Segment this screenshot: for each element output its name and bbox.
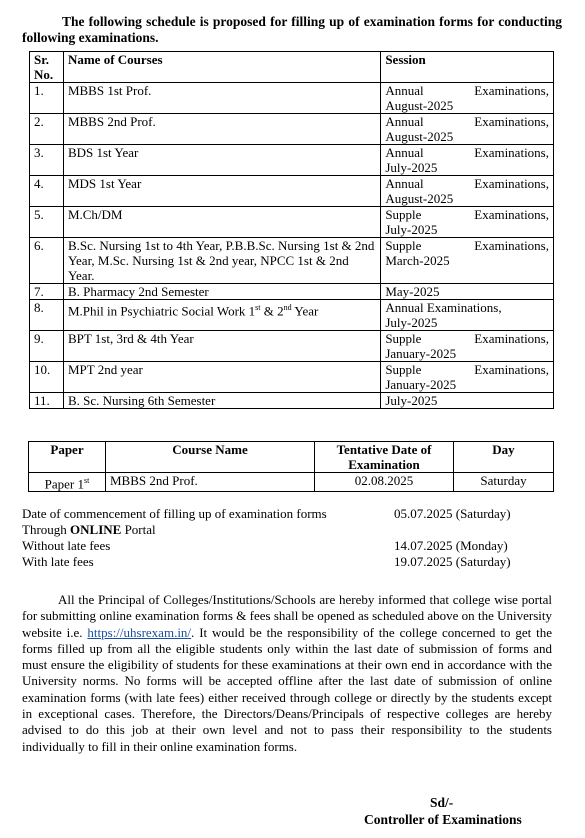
header-session: Session — [381, 52, 554, 83]
session-cell: Annual Examinations, August-2025 — [381, 83, 554, 114]
through-online-label: Through ONLINE Portal — [22, 522, 156, 537]
course-name-cell: MPT 2nd year — [63, 362, 380, 393]
session-cell: July-2025 — [381, 393, 554, 409]
sr-no-cell: 5. — [30, 207, 64, 238]
header-course-name: Name of Courses — [63, 52, 380, 83]
course-name-cell: MDS 1st Year — [63, 176, 380, 207]
header-day: Day — [454, 442, 554, 473]
header-sr-no: Sr. No. — [30, 52, 64, 83]
paper-cell: Paper 1st — [29, 473, 106, 492]
course-table-header — [30, 52, 554, 83]
schedule-dates — [22, 506, 562, 570]
signature-sd: Sd/- — [430, 795, 454, 810]
session-cell: Supple Examinations, March-2025 — [381, 238, 554, 284]
course-name-cell: B. Sc. Nursing 6th Semester — [63, 393, 380, 409]
paper-date-cell: 02.08.2025 — [315, 473, 454, 492]
intro-text: The following schedule is proposed for filling up of examination forms for conducting following examinations. — [22, 14, 562, 45]
session-cell: Annual Examinations, July-2025 — [381, 300, 554, 331]
course-table-body — [30, 83, 554, 409]
table-row — [30, 207, 554, 238]
sr-no-cell: 3. — [30, 145, 64, 176]
session-cell: Supple Examinations, January-2025 — [381, 362, 554, 393]
without-late-fees-label: Without late fees — [22, 538, 111, 553]
course-name-cell: BDS 1st Year — [63, 145, 380, 176]
course-name-cell: BPT 1st, 3rd & 4th Year — [63, 331, 380, 362]
table-row — [30, 83, 554, 114]
with-late-fees-label: With late fees — [22, 554, 94, 569]
sr-no-cell: 10. — [30, 362, 64, 393]
course-table — [29, 51, 554, 409]
session-cell: Annual Examinations, August-2025 — [381, 176, 554, 207]
table-row — [29, 473, 554, 492]
without-late-fees-value: 14.07.2025 (Monday) — [394, 538, 508, 553]
course-name-cell: M.Phil in Psychiatric Social Work 1st & 2nd Year — [63, 300, 380, 331]
sr-no-cell: 2. — [30, 114, 64, 145]
commencement-value: 05.07.2025 (Saturday) — [394, 506, 511, 521]
session-cell: Annual Examinations, July-2025 — [381, 145, 554, 176]
sr-no-cell: 4. — [30, 176, 64, 207]
course-name-cell: MBBS 1st Prof. — [63, 83, 380, 114]
header-tentative-date: Tentative Date of Examination — [315, 442, 454, 473]
university-website-link[interactable]: https://uhsrexam.in/ — [87, 624, 192, 640]
paper-table — [28, 441, 554, 492]
notice-paragraph: All the Principal of Colleges/Institutions/Schools are hereby informed that college wise portal for submitting online examination forms & fees shall be opened as scheduled above on the University website i.e. https://uhsrexam.in/. It would be the responsibility of the college concerned to get the forms filled up from all the eligible students only within the last date of submission of forms and must ensure the eligibility of students for these examinations at their own end in accordance with the University norms. No forms will be accepted offline after the last date of submission of online examination forms (with late fees) either received through college or directly by the students except in exceptional cases. Therefore, the Directors/Deans/Principals of respective colleges are hereby advised to do this job at their own level and not to pass their responsibility to the students individually to fill in their online examination forms. — [22, 592, 553, 754]
header-course: Course Name — [106, 442, 315, 473]
sr-no-cell: 1. — [30, 83, 64, 114]
sr-no-cell: 11. — [30, 393, 64, 409]
course-name-cell: M.Ch/DM — [63, 207, 380, 238]
with-late-fees-value: 19.07.2025 (Saturday) — [394, 554, 511, 569]
course-name-cell: B. Pharmacy 2nd Semester — [63, 284, 380, 300]
sr-no-cell: 6. — [30, 238, 64, 284]
session-cell: Supple Examinations, July-2025 — [381, 207, 554, 238]
signature-title: Controller of Examinations — [364, 812, 522, 827]
session-cell: Supple Examinations, January-2025 — [381, 331, 554, 362]
table-row — [30, 145, 554, 176]
table-row — [30, 176, 554, 207]
paper-day-cell: Saturday — [454, 473, 554, 492]
sr-no-cell: 8. — [30, 300, 64, 331]
session-cell: Annual Examinations, August-2025 — [381, 114, 554, 145]
table-row — [30, 393, 554, 409]
table-row — [30, 300, 554, 331]
table-row — [30, 114, 554, 145]
commencement-label: Date of commencement of filling up of examination forms — [22, 506, 327, 521]
table-row — [30, 238, 554, 284]
course-name-cell: MBBS 2nd Prof. — [63, 114, 380, 145]
paper-course-cell: MBBS 2nd Prof. — [106, 473, 315, 492]
paper-table-header — [29, 442, 554, 473]
header-paper: Paper — [29, 442, 106, 473]
course-name-cell: B.Sc. Nursing 1st to 4th Year, P.B.B.Sc. Nursing 1st & 2nd Year, M.Sc. Nursing 1st & 2nd year, NPCC 1st & 2nd Year. — [63, 238, 380, 284]
sr-no-cell: 7. — [30, 284, 64, 300]
table-row — [30, 362, 554, 393]
sr-no-cell: 9. — [30, 331, 64, 362]
table-row — [30, 331, 554, 362]
session-cell: May-2025 — [381, 284, 554, 300]
table-row — [30, 284, 554, 300]
